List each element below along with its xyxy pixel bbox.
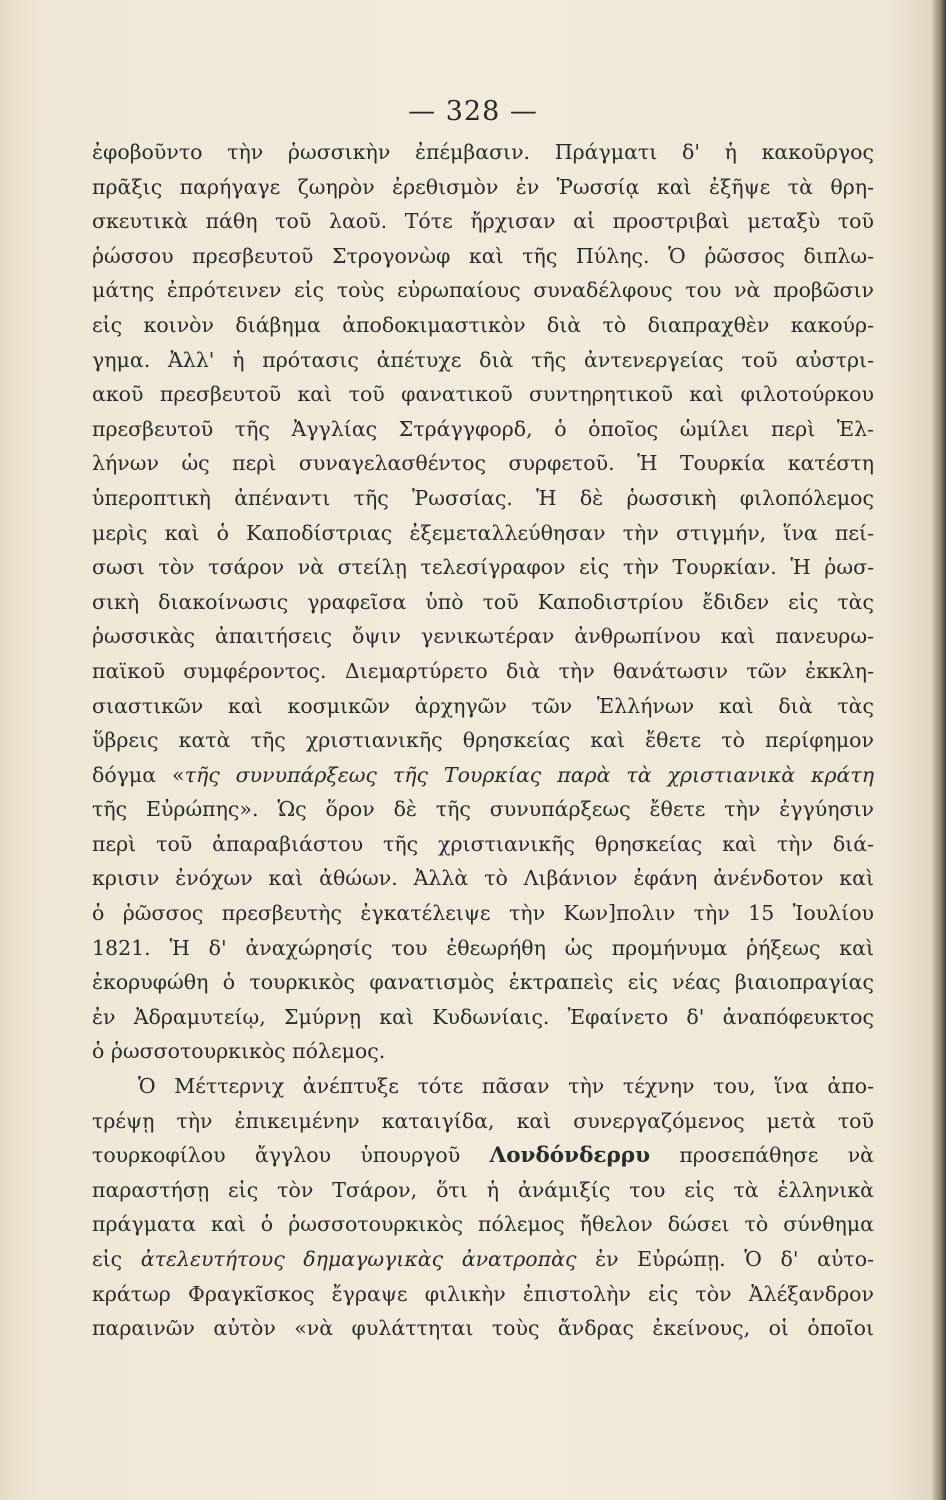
text-line: σωσι τὸν τσάρον νὰ στείλῃ τελεσίγραφον εἰς τὴν Τουρκίαν. Ἡ ῥωσ-	[92, 555, 874, 580]
text-line: ἐν Ἀδραμυτείῳ, Σμύρνῃ καὶ Κυδωνίαις. Ἐφαίνετο δ' ἀναπόφευκτος	[92, 1004, 874, 1029]
text-line: ακοῦ πρεσβευτοῦ καὶ τοῦ φανατικοῦ συντηρητικοῦ καὶ φιλοτούρκου	[92, 382, 874, 407]
text-line: πράγματα καὶ ὁ ῥωσσοτουρκικὸς πόλεμος ἤθελον δώσει τὸ σύνθημα	[92, 1212, 874, 1237]
text-line: τουρκοφίλου ἄγγλου ὑπουργοῦ Λονδόνδερρυ προσεπάθησε νὰ	[92, 1143, 874, 1169]
text-line: πρεσβευτοῦ τῆς Ἀγγλίας Στράγγφορδ, ὁ ὁποῖος ὡμίλει περὶ Ἑλ-	[92, 416, 874, 441]
paragraph-1	[92, 135, 874, 1069]
text-line: κράτωρ Φραγκῖσκος ἔγραψε φιλικὴν ἐπιστολὴν εἰς τὸν Ἀλέξανδρον	[92, 1281, 874, 1306]
text-line: τρέψῃ τὴν ἐπικειμένην καταιγίδα, καὶ συνεργαζόμενος μετὰ τοῦ	[92, 1108, 874, 1133]
text-line: εἰς κοινὸν διάβημα ἀποδοκιμαστικὸν διὰ τὸ διαπραχθὲν κακούρ-	[92, 312, 874, 337]
text-line: περὶ τοῦ ἀπαραβιάστου τῆς χριστιανικῆς θρησκείας καὶ τὴν διά-	[92, 831, 874, 856]
text-line: ἐφοβοῦντο τὴν ῥωσσικὴν ἐπέμβασιν. Πράγματι δ' ἡ κακοῦργος	[92, 140, 874, 164]
text-line: παϊκοῦ συμφέροντος. Διεμαρτύρετο διὰ τὴν θανάτωσιν τῶν ἐκκλη-	[92, 658, 874, 683]
text-line: εἰς ἀτελευτήτους δημαγωγικὰς ἀνατροπὰς ἐν Εὐρώπῃ. Ὁ δ' αὐτο-	[92, 1247, 875, 1271]
text-line: 1821. Ἡ δ' ἀναχώρησίς του ἐθεωρήθη ὡς προμήνυμα ῥήξεως καὶ	[92, 935, 874, 960]
text-line: μάτης ἐπρότεινεν εἰς τοὺς εὐρωπαίους συναδέλφους του νὰ προβῶσιν	[92, 278, 874, 303]
text-line: μερὶς καὶ ὁ Καποδίστριας ἐξεμεταλλεύθησαν τὴν στιγμήν, ἵνα πεί-	[92, 520, 874, 545]
text-line: παραστήσῃ εἰς τὸν Τσάρον, ὅτι ἡ ἀνάμιξίς του εἰς τὰ ἑλληνικὰ	[92, 1177, 874, 1202]
text-line: ὁ ῥωσσοτουρκικὸς πόλεμος.	[92, 1039, 386, 1064]
book-spine-edge	[932, 0, 946, 1500]
text-line: ὑπεροπτικὴ ἀπέναντι τῆς Ῥωσσίας. Ἡ δὲ ῥωσσικὴ φιλοπόλεμος	[92, 485, 874, 510]
text-line: ἐκορυφώθη ὁ τουρκικὸς φανατισμὸς ἐκτραπεὶς εἰς νέας βιαιοπραγίας	[92, 970, 874, 995]
text-line: πρᾶξις παρήγαγε ζωηρὸν ἐρεθισμὸν ἐν Ῥωσσίᾳ καὶ ἐξῆψε τὰ θρη-	[92, 174, 874, 199]
text-line: λήνων ὡς περὶ συναγελασθέντος συρφετοῦ. Ἡ Τουρκία κατέστη	[92, 451, 874, 476]
text-line: σιαστικῶν καὶ κοσμικῶν ἀρχηγῶν τῶν Ἑλλήνων καὶ διὰ τὰς	[92, 693, 874, 718]
emphasized-phrase: ἀτελευτήτους δημαγωγικὰς ἀνατροπὰς	[140, 1247, 577, 1271]
text-line: δόγμα «τῆς συνυπάρξεως τῆς Τουρκίας παρὰ τὰ χριστιανικὰ κράτη	[92, 762, 874, 787]
text-line: σικὴ διακοίνωσις γραφεῖσα ὑπὸ τοῦ Καποδιστρίου ἔδιδεν εἰς τὰς	[92, 589, 874, 614]
page-number: — 328 —	[408, 96, 538, 127]
text-line: σκευτικὰ πάθη τοῦ λαοῦ. Τότε ἤρχισαν αἱ προστριβαὶ μεταξὺ τοῦ	[92, 209, 874, 234]
text-line: Ὁ Μέττερνιχ ἀνέπτυξε τότε πᾶσαν τὴν τέχνην του, ἵνα ἀπο-	[138, 1074, 874, 1099]
body-text	[92, 135, 874, 1346]
text-line: ῥωσσικὰς ἀπαιτήσεις ὄψιν γενικωτέραν ἀνθρωπίνου καὶ πανευρω-	[92, 624, 874, 649]
text-line: ὁ ῥῶσσος πρεσβευτὴς ἐγκατέλειψε τὴν Κων]πολιν τὴν 15 Ἰουλίου	[92, 901, 874, 926]
text-line: κρισιν ἐνόχων καὶ ἀθώων. Ἀλλὰ τὸ Λιβάνιον ἐφάνη ἀνένδοτον καὶ	[92, 866, 874, 891]
text-line: γημα. Ἀλλ' ἡ πρότασις ἀπέτυχε διὰ τῆς ἀντενεργείας τοῦ αὐστρι-	[92, 347, 874, 372]
text-line: ὕβρεις κατὰ τῆς χριστιανικῆς θρησκείας καὶ ἔθετε τὸ περίφημον	[92, 728, 874, 753]
emphasized-phrase: τῆς συνυπάρξεως τῆς Τουρκίας παρὰ τὰ χριστιανικὰ κράτη	[184, 762, 874, 787]
emphasized-phrase: Λονδόνδερρυ	[489, 1143, 650, 1169]
text-line: παραινῶν αὐτὸν «νὰ φυλάττηται τοὺς ἄνδρας ἐκείνους, οἱ ὁποῖοι	[92, 1316, 874, 1341]
text-line: ῥώσσου πρεσβευτοῦ Στρογονὼφ καὶ τῆς Πύλης. Ὁ ῥῶσσος διπλω-	[92, 243, 874, 268]
paragraph-2	[92, 1069, 874, 1346]
text-line: τῆς Εὐρώπης». Ὡς ὅρον δὲ τῆς συνυπάρξεως ἔθετε τὴν ἐγγύησιν	[92, 797, 874, 822]
